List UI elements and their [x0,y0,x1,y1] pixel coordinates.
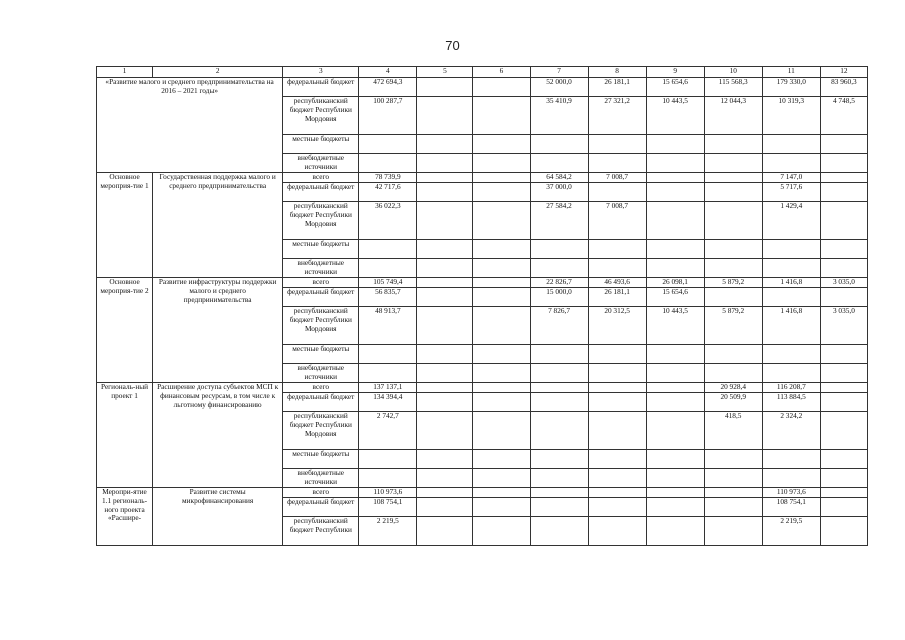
value-cell [417,135,473,154]
value-cell: 26 181,1 [588,78,646,97]
header-cell-10: 10 [704,67,762,78]
source-cell: федеральный бюджет [283,393,359,412]
value-cell [473,517,530,546]
value-cell [473,345,530,364]
value-cell: 83 960,3 [820,78,867,97]
value-cell [704,450,762,469]
value-cell [704,183,762,202]
block-title-cell: Государственная поддержка малого и среднего предпринимательства [153,173,283,278]
value-cell: 15 654,6 [646,78,704,97]
value-cell [704,154,762,173]
value-cell [646,135,704,154]
value-cell: 110 973,6 [762,488,820,498]
value-cell [417,278,473,288]
value-cell: 1 429,4 [762,202,820,240]
value-cell [530,412,588,450]
value-cell: 15 654,6 [646,288,704,307]
value-cell [359,469,417,488]
value-cell: 179 330,0 [762,78,820,97]
source-cell: всего [283,173,359,183]
value-cell [762,154,820,173]
value-cell [820,154,867,173]
value-cell [646,364,704,383]
value-cell: 110 973,6 [359,488,417,498]
value-cell [820,345,867,364]
value-cell [820,383,867,393]
value-cell [588,469,646,488]
value-cell [473,240,530,259]
value-cell [473,307,530,345]
value-cell: 46 493,6 [588,278,646,288]
value-cell: 36 022,3 [359,202,417,240]
budget-table [96,66,868,546]
value-cell [820,173,867,183]
value-cell [762,288,820,307]
value-cell [646,488,704,498]
block-code-cell: Региональ-ный проект 1 [97,383,153,488]
value-cell [359,135,417,154]
value-cell: 3 035,0 [820,278,867,288]
value-cell: 116 208,7 [762,383,820,393]
value-cell [417,259,473,278]
value-cell [820,183,867,202]
value-cell: 5 879,2 [704,278,762,288]
source-cell: местные бюджеты [283,345,359,364]
value-cell [530,469,588,488]
source-cell: местные бюджеты [283,450,359,469]
header-cell-3: 3 [283,67,359,78]
source-cell: республиканский бюджет Республики [283,517,359,546]
table-row [97,488,868,498]
value-cell [473,202,530,240]
header-cell-4: 4 [359,67,417,78]
value-cell [417,393,473,412]
value-cell [588,517,646,546]
value-cell [588,393,646,412]
value-cell: 12 044,3 [704,97,762,135]
value-cell [530,393,588,412]
value-cell: 2 219,5 [762,517,820,546]
value-cell: 108 754,1 [359,498,417,517]
value-cell [646,393,704,412]
value-cell: 78 739,9 [359,173,417,183]
value-cell [417,78,473,97]
value-cell [417,173,473,183]
value-cell [530,259,588,278]
source-cell: республиканский бюджет Республики Мордовия [283,97,359,135]
value-cell [704,517,762,546]
source-cell: местные бюджеты [283,135,359,154]
value-cell [704,259,762,278]
value-cell: 100 287,7 [359,97,417,135]
source-cell: всего [283,278,359,288]
value-cell [588,488,646,498]
value-cell [473,78,530,97]
value-cell [820,259,867,278]
value-cell: 1 416,8 [762,278,820,288]
value-cell [417,154,473,173]
value-cell [704,345,762,364]
value-cell [588,345,646,364]
value-cell [588,135,646,154]
value-cell [588,450,646,469]
value-cell [530,383,588,393]
value-cell [588,383,646,393]
value-cell [417,307,473,345]
value-cell: 10 319,3 [762,97,820,135]
value-cell [473,488,530,498]
value-cell [646,450,704,469]
header-cell-11: 11 [762,67,820,78]
value-cell [530,450,588,469]
value-cell [762,450,820,469]
value-cell [820,469,867,488]
value-cell [762,135,820,154]
value-cell [646,383,704,393]
source-cell: федеральный бюджет [283,288,359,307]
value-cell [417,450,473,469]
source-cell: всего [283,383,359,393]
value-cell [646,469,704,488]
value-cell [820,288,867,307]
source-cell: внебюджетные источники [283,469,359,488]
value-cell: 1 416,8 [762,307,820,345]
value-cell: 35 410,9 [530,97,588,135]
value-cell: 37 000,0 [530,183,588,202]
value-cell [588,498,646,517]
value-cell: 105 749,4 [359,278,417,288]
header-row [97,67,868,78]
value-cell [646,517,704,546]
value-cell [530,135,588,154]
value-cell: 3 035,0 [820,307,867,345]
value-cell [820,450,867,469]
value-cell [588,364,646,383]
value-cell [417,469,473,488]
value-cell [820,488,867,498]
value-cell [417,383,473,393]
source-cell: федеральный бюджет [283,498,359,517]
source-cell: республиканский бюджет Республики Мордовия [283,307,359,345]
value-cell: 7 008,7 [588,173,646,183]
value-cell: 137 137,1 [359,383,417,393]
header-cell-9: 9 [646,67,704,78]
value-cell [417,517,473,546]
value-cell [359,154,417,173]
value-cell [473,135,530,154]
value-cell [820,393,867,412]
value-cell: 52 000,0 [530,78,588,97]
value-cell [646,154,704,173]
header-cell-2: 2 [153,67,283,78]
value-cell: 48 913,7 [359,307,417,345]
value-cell: 115 568,3 [704,78,762,97]
value-cell [704,202,762,240]
source-cell: всего [283,488,359,498]
value-cell: 5 717,6 [762,183,820,202]
value-cell [646,345,704,364]
value-cell [473,498,530,517]
value-cell [646,183,704,202]
table-row [97,173,868,183]
value-cell: 10 443,5 [646,97,704,135]
value-cell [473,412,530,450]
value-cell [704,364,762,383]
value-cell: 418,5 [704,412,762,450]
value-cell [417,240,473,259]
source-cell: внебюджетные источники [283,364,359,383]
value-cell [762,240,820,259]
value-cell [530,364,588,383]
table-row [97,278,868,288]
header-cell-6: 6 [473,67,530,78]
value-cell [473,278,530,288]
block-code-cell: Основное мероприя-тие 1 [97,173,153,278]
value-cell [473,393,530,412]
value-cell [530,240,588,259]
value-cell [530,517,588,546]
value-cell: 20 509,9 [704,393,762,412]
value-cell: 10 443,5 [646,307,704,345]
value-cell: 472 694,3 [359,78,417,97]
value-cell [359,345,417,364]
value-cell: 20 928,4 [704,383,762,393]
table-row [97,78,868,97]
value-cell [588,240,646,259]
value-cell [473,173,530,183]
value-cell [473,469,530,488]
value-cell: 26 098,1 [646,278,704,288]
value-cell: 134 394,4 [359,393,417,412]
value-cell [704,173,762,183]
value-cell [473,97,530,135]
value-cell [704,288,762,307]
value-cell: 4 748,5 [820,97,867,135]
value-cell [820,202,867,240]
value-cell [473,154,530,173]
value-cell [820,364,867,383]
header-cell-1: 1 [97,67,153,78]
value-cell [530,498,588,517]
value-cell: 22 826,7 [530,278,588,288]
value-cell [473,259,530,278]
value-cell [820,412,867,450]
source-cell: республиканский бюджет Республики Мордовия [283,412,359,450]
value-cell [820,517,867,546]
block-code-cell: Основное мероприя-тие 2 [97,278,153,383]
value-cell: 27 584,2 [530,202,588,240]
value-cell: 108 754,1 [762,498,820,517]
value-cell [820,240,867,259]
value-cell [417,183,473,202]
value-cell [359,450,417,469]
value-cell [530,154,588,173]
header-cell-12: 12 [820,67,867,78]
value-cell [473,288,530,307]
value-cell: 42 717,6 [359,183,417,202]
value-cell [646,412,704,450]
value-cell [646,240,704,259]
source-cell: федеральный бюджет [283,78,359,97]
value-cell [359,240,417,259]
value-cell [588,412,646,450]
value-cell: 64 584,2 [530,173,588,183]
value-cell [704,240,762,259]
source-cell: федеральный бюджет [283,183,359,202]
value-cell: 26 181,1 [588,288,646,307]
value-cell [417,488,473,498]
value-cell [417,412,473,450]
value-cell [762,469,820,488]
value-cell [646,173,704,183]
table-row [97,383,868,393]
value-cell: 5 879,2 [704,307,762,345]
value-cell [530,345,588,364]
block-title-cell: «Развитие малого и среднего предпринимательства на 2016 – 2021 годы» [97,78,283,173]
header-cell-7: 7 [530,67,588,78]
value-cell: 113 884,5 [762,393,820,412]
value-cell: 7 008,7 [588,202,646,240]
value-cell [820,135,867,154]
value-cell [417,345,473,364]
value-cell [588,183,646,202]
value-cell [417,498,473,517]
value-cell: 56 835,7 [359,288,417,307]
value-cell [704,469,762,488]
value-cell [762,259,820,278]
value-cell: 15 000,0 [530,288,588,307]
value-cell [359,364,417,383]
value-cell [417,364,473,383]
source-cell: внебюджетные источники [283,259,359,278]
source-cell: республиканский бюджет Республики Мордовия [283,202,359,240]
value-cell [588,154,646,173]
block-title-cell: Расширение доступа субъектов МСП к финансовым ресурсам, в том числе к льготному финансированию [153,383,283,488]
value-cell: 2 324,2 [762,412,820,450]
source-cell: местные бюджеты [283,240,359,259]
value-cell [417,288,473,307]
value-cell [359,259,417,278]
block-code-cell: Меропри-ятие 1.1 региональ-ного проекта «Расшире- [97,488,153,546]
value-cell [473,183,530,202]
value-cell [646,202,704,240]
value-cell [646,498,704,517]
page-number: 70 [445,38,460,53]
value-cell [820,498,867,517]
value-cell [762,364,820,383]
block-title-cell: Развитие инфраструктуры поддержки малого и среднего предпринимательства [153,278,283,383]
value-cell [473,383,530,393]
value-cell [417,97,473,135]
value-cell [417,202,473,240]
value-cell: 7 147,0 [762,173,820,183]
value-cell [762,345,820,364]
header-cell-5: 5 [417,67,473,78]
block-title-cell: Развитие системы микрофинансирования [153,488,283,546]
header-cell-8: 8 [588,67,646,78]
value-cell: 2 219,5 [359,517,417,546]
value-cell [646,259,704,278]
value-cell: 7 826,7 [530,307,588,345]
source-cell: внебюджетные источники [283,154,359,173]
value-cell [704,498,762,517]
value-cell: 27 321,2 [588,97,646,135]
value-cell: 2 742,7 [359,412,417,450]
value-cell [704,488,762,498]
value-cell: 20 312,5 [588,307,646,345]
value-cell [473,450,530,469]
value-cell [704,135,762,154]
value-cell [530,488,588,498]
value-cell [588,259,646,278]
value-cell [473,364,530,383]
